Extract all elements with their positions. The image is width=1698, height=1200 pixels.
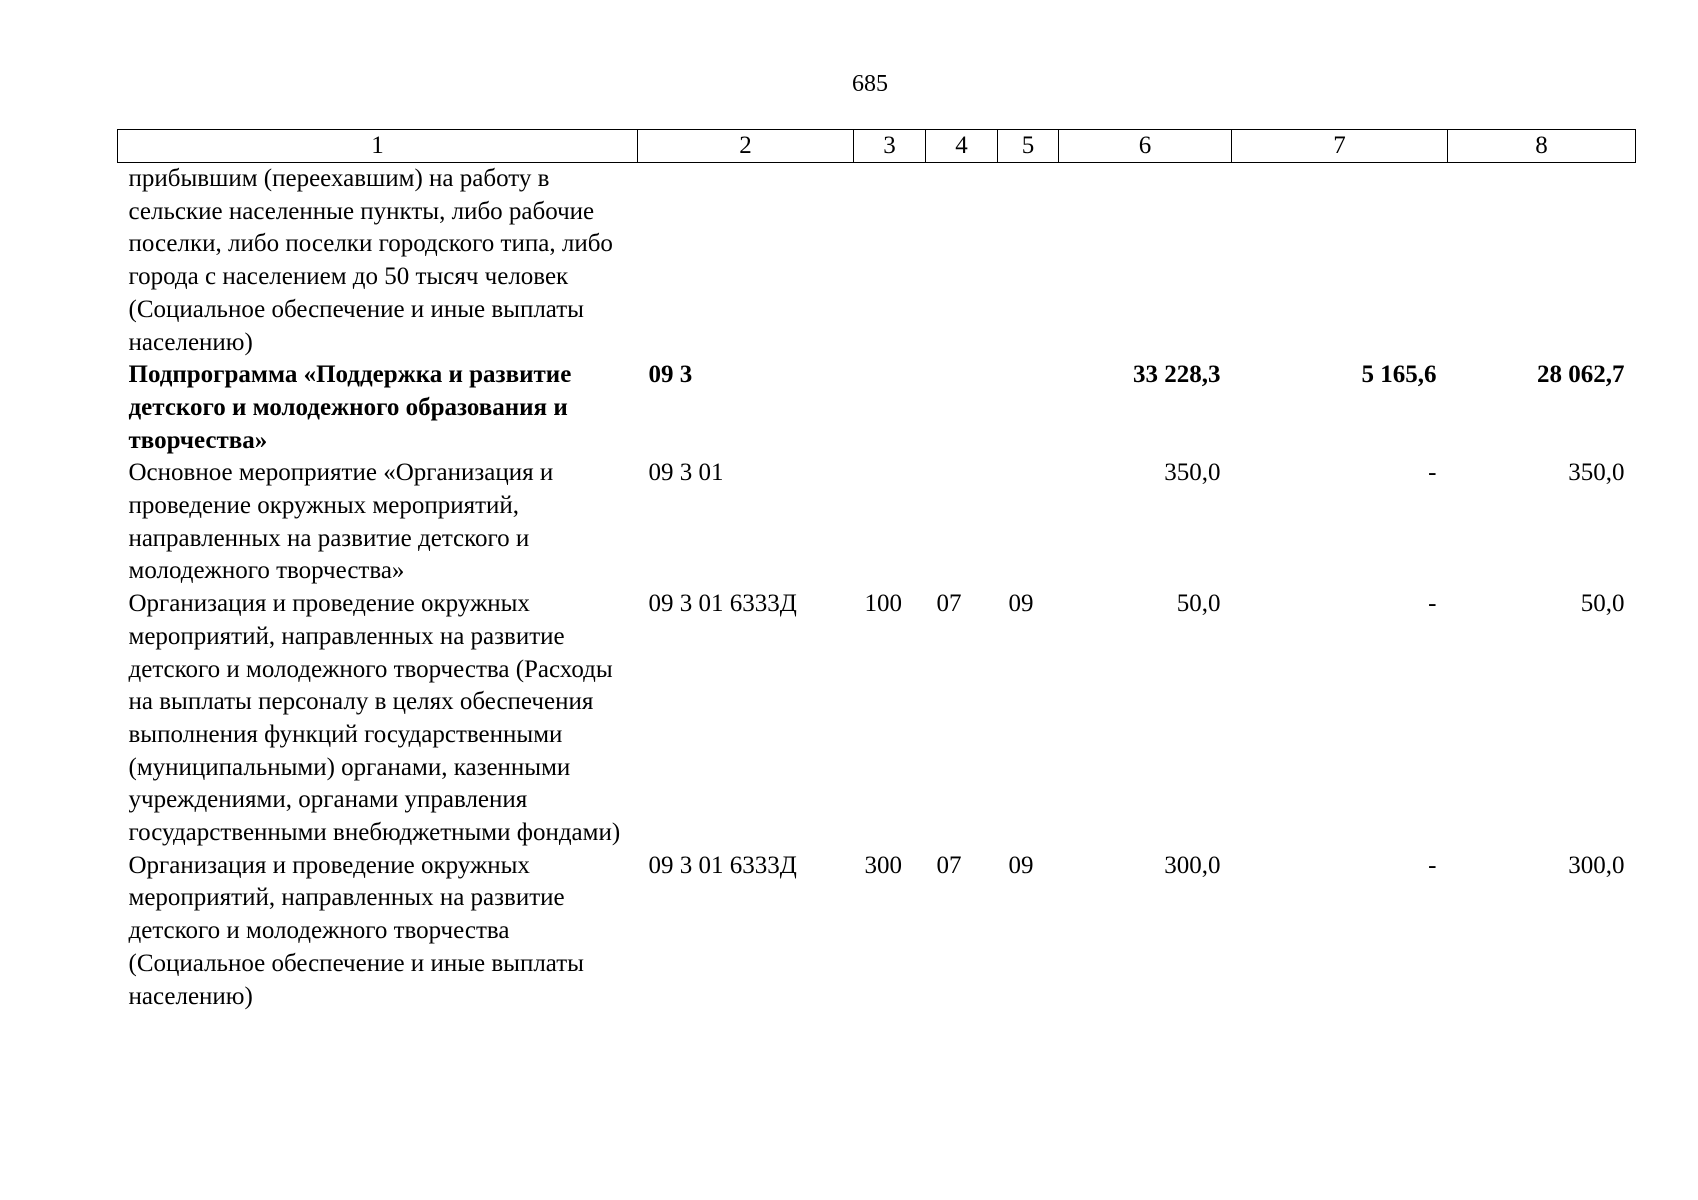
row-col7-cell: - — [1428, 459, 1437, 487]
row-col8-cell: 28 062,7 — [1537, 361, 1625, 389]
column-header-5: 5 — [998, 130, 1059, 163]
page-number: 685 — [852, 71, 888, 97]
table-row — [118, 457, 1636, 588]
column-header-3: 3 — [854, 130, 926, 163]
table-row — [118, 588, 1636, 850]
row-name-cell: Организация и проведение окружных мероприятий, направленных на развитие детского и молодежного творчества (Социальное обеспечение и иные выплаты населению) — [128, 851, 584, 1010]
row-col3-cell: 100 — [864, 590, 902, 618]
row-col7-cell — [1232, 163, 1448, 360]
row-name-cell: Основное мероприятие «Организация и проведение окружных мероприятий, направленных на развитие детского и молодежного творчества» — [128, 459, 554, 585]
column-header-8: 8 — [1448, 130, 1636, 163]
row-col6-cell: 350,0 — [1164, 459, 1221, 487]
row-col6-cell: 300,0 — [1164, 851, 1221, 879]
row-col3-cell — [854, 359, 926, 457]
row-name-cell: Организация и проведение окружных мероприятий, направленных на развитие детского и молодежного творчества (Расходы на выплаты персоналу в целях обеспечения выполнения функций государственными (муниципальными) органами, казенными учреждениями, органами управления государственными внебюджетными фондами) — [128, 590, 621, 847]
column-header-7: 7 — [1232, 130, 1448, 163]
row-code-cell: 09 3 01 6333Д — [648, 590, 797, 618]
row-name-cell: прибывшим (переехавшим) на работу в сельские населенные пункты, либо рабочие поселки, либо поселки городского типа, либо города с населением до 50 тысяч человек (Социальное обеспечение и иные выплаты населению) — [128, 165, 613, 356]
row-col3-cell — [854, 163, 926, 360]
row-col4-cell — [926, 457, 998, 588]
row-col5-cell — [998, 457, 1059, 588]
row-col4-cell: 07 — [936, 590, 962, 618]
row-col3-cell: 300 — [864, 851, 902, 879]
table-row — [118, 359, 1636, 457]
column-header-6: 6 — [1059, 130, 1232, 163]
row-col8-cell: 50,0 — [1580, 590, 1625, 618]
row-col6-cell — [1059, 163, 1232, 360]
row-col5-cell: 09 — [1008, 851, 1034, 879]
row-col7-cell: 5 165,6 — [1361, 361, 1437, 389]
column-header-2: 2 — [638, 130, 854, 163]
row-code-cell: 09 3 01 6333Д — [648, 851, 797, 879]
row-col6-cell: 33 228,3 — [1133, 361, 1221, 389]
column-header-1: 1 — [118, 130, 638, 163]
row-col4-cell — [926, 359, 998, 457]
table-header-row — [118, 130, 1636, 163]
row-col7-cell: - — [1428, 851, 1437, 879]
row-col5-cell — [998, 359, 1059, 457]
budget-table — [117, 129, 1636, 1013]
row-col7-cell: - — [1428, 590, 1437, 618]
row-col4-cell: 07 — [936, 851, 962, 879]
table-row — [118, 163, 1636, 360]
row-code-cell: 09 3 01 — [648, 459, 724, 487]
row-col3-cell — [854, 457, 926, 588]
row-col5-cell — [998, 163, 1059, 360]
row-col8-cell: 350,0 — [1568, 459, 1625, 487]
row-col8-cell — [1448, 163, 1636, 360]
row-code-cell — [638, 163, 854, 360]
table-row — [118, 850, 1636, 1014]
table-body — [118, 163, 1636, 1014]
row-col4-cell — [926, 163, 998, 360]
row-col6-cell: 50,0 — [1176, 590, 1221, 618]
column-header-4: 4 — [926, 130, 998, 163]
row-name-cell: Подпрограмма «Поддержка и развитие детского и молодежного образования и творчества» — [128, 361, 572, 454]
row-col8-cell: 300,0 — [1568, 851, 1625, 879]
row-col5-cell: 09 — [1008, 590, 1034, 618]
row-code-cell: 09 3 — [648, 361, 693, 389]
